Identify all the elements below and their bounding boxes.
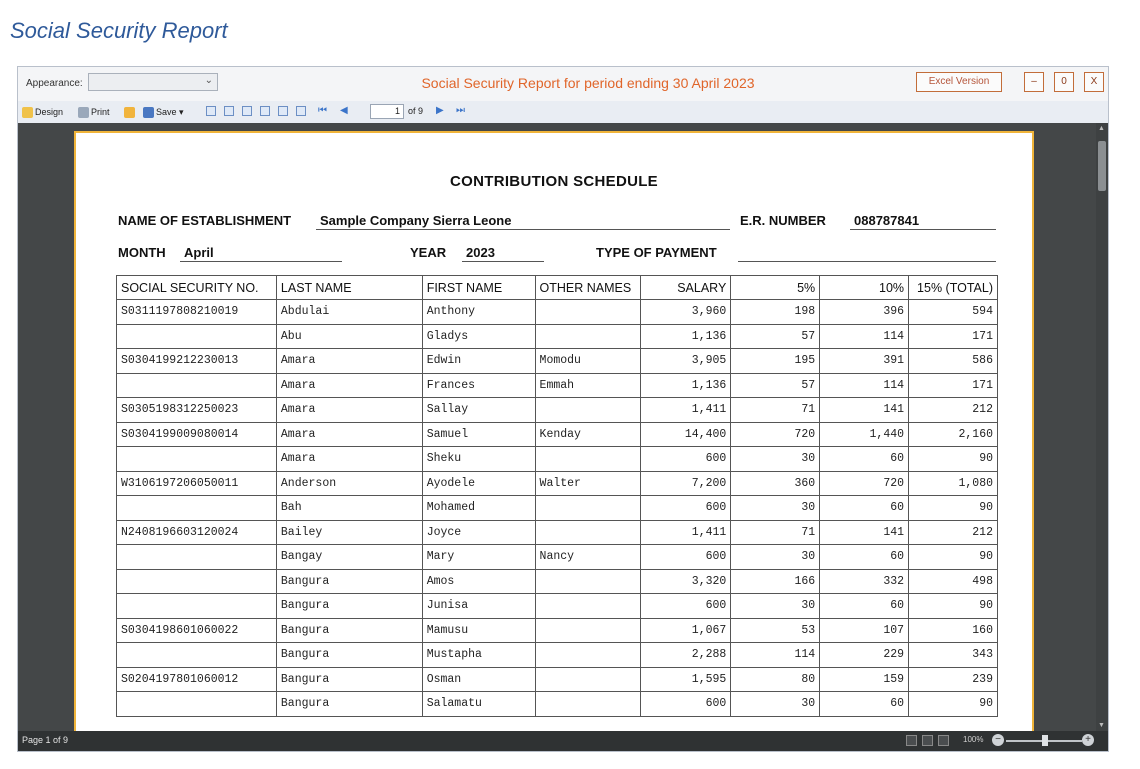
design-icon: [22, 107, 33, 118]
design-button[interactable]: [22, 106, 63, 119]
table-cell: [117, 447, 277, 472]
table-cell: Nancy: [535, 545, 641, 570]
column-header: 5%: [731, 276, 820, 300]
table-cell: 141: [820, 520, 909, 545]
table-cell: 360: [731, 471, 820, 496]
folder-icon: [124, 107, 135, 118]
table-cell: 1,080: [909, 471, 998, 496]
design-label: Design: [35, 107, 64, 117]
report-page: [74, 131, 1034, 731]
table-cell: [535, 643, 641, 668]
table-cell: 14,400: [641, 422, 731, 447]
table-cell: Emmah: [535, 373, 641, 398]
table-cell: 90: [909, 545, 998, 570]
table-cell: [535, 667, 641, 692]
table-cell: 171: [909, 373, 998, 398]
table-cell: 1,411: [641, 398, 731, 423]
multi-page-view-icon[interactable]: [938, 735, 949, 746]
table-cell: 160: [909, 618, 998, 643]
table-row: [117, 618, 998, 643]
payment-type-value: [738, 245, 996, 262]
schedule-title: CONTRIBUTION SCHEDULE: [450, 173, 658, 190]
table-cell: 1,595: [641, 667, 731, 692]
table-cell: 600: [641, 447, 731, 472]
email-icon[interactable]: [206, 106, 216, 116]
table-cell: 60: [820, 545, 909, 570]
table-cell: Bangura: [276, 667, 422, 692]
report-preview: [18, 123, 1096, 731]
table-cell: 60: [820, 594, 909, 619]
table-cell: 3,960: [641, 300, 731, 325]
table-cell: 114: [731, 643, 820, 668]
table-cell: [117, 545, 277, 570]
save-icon: [143, 107, 154, 118]
table-cell: 586: [909, 349, 998, 374]
column-header: OTHER NAMES: [535, 276, 641, 300]
table-cell: S0304199212230013: [117, 349, 277, 374]
table-cell: 90: [909, 447, 998, 472]
table-cell: 3,905: [641, 349, 731, 374]
table-row: [117, 667, 998, 692]
table-cell: Amara: [276, 422, 422, 447]
report-title: Social Security Report for period ending 30 April 2023: [421, 75, 755, 91]
table-cell: 1,440: [820, 422, 909, 447]
table-cell: [535, 300, 641, 325]
appearance-dropdown[interactable]: [88, 73, 218, 91]
table-cell: [535, 447, 641, 472]
table-cell: N2408196603120024: [117, 520, 277, 545]
table-cell: 53: [731, 618, 820, 643]
establishment-value: Sample Company Sierra Leone: [316, 213, 730, 230]
next-page-icon[interactable]: ▶: [436, 105, 444, 116]
table-cell: 229: [820, 643, 909, 668]
table-cell: Bangura: [276, 618, 422, 643]
table-cell: 212: [909, 520, 998, 545]
page-count: of 9: [408, 106, 424, 116]
table-cell: [535, 520, 641, 545]
scrollbar-thumb[interactable]: [1098, 141, 1106, 191]
table-cell: Frances: [422, 373, 535, 398]
table-cell: 107: [820, 618, 909, 643]
table-cell: S0311197808210019: [117, 300, 277, 325]
table-cell: [535, 324, 641, 349]
month-label: MONTH: [118, 245, 166, 260]
column-header: FIRST NAME: [422, 276, 535, 300]
table-cell: 195: [731, 349, 820, 374]
zoom-level: 100%: [963, 735, 984, 744]
table-cell: 396: [820, 300, 909, 325]
page-heading: Social Security Report: [10, 18, 228, 43]
table-cell: 114: [820, 373, 909, 398]
column-header: LAST NAME: [276, 276, 422, 300]
last-page-icon[interactable]: ⏭: [456, 105, 465, 116]
table-cell: S0304198601060022: [117, 618, 277, 643]
thumbnails-icon[interactable]: [278, 106, 288, 116]
table-cell: Walter: [535, 471, 641, 496]
er-number-label: E.R. NUMBER: [740, 213, 826, 228]
table-cell: S0204197801060012: [117, 667, 277, 692]
table-cell: [117, 373, 277, 398]
table-cell: Momodu: [535, 349, 641, 374]
table-cell: 90: [909, 594, 998, 619]
table-cell: W3106197206050011: [117, 471, 277, 496]
column-header: 10%: [820, 276, 909, 300]
table-cell: 57: [731, 373, 820, 398]
table-cell: Anderson: [276, 471, 422, 496]
table-cell: [535, 692, 641, 717]
report-viewer: [17, 66, 1109, 752]
table-cell: Bangura: [276, 594, 422, 619]
table-cell: 720: [820, 471, 909, 496]
table-cell: 2,160: [909, 422, 998, 447]
table-cell: Gladys: [422, 324, 535, 349]
table-cell: Bangay: [276, 545, 422, 570]
table-cell: 60: [820, 447, 909, 472]
table-cell: 30: [731, 594, 820, 619]
table-row: [117, 373, 998, 398]
table-cell: 141: [820, 398, 909, 423]
table-row: [117, 349, 998, 374]
payment-type-label: TYPE OF PAYMENT: [596, 245, 717, 260]
table-cell: Bailey: [276, 520, 422, 545]
table-cell: 166: [731, 569, 820, 594]
table-cell: Junisa: [422, 594, 535, 619]
table-cell: Edwin: [422, 349, 535, 374]
zoom-in-icon[interactable]: +: [1082, 734, 1094, 746]
page-setup-icon[interactable]: [260, 106, 270, 116]
zoom-out-icon[interactable]: −: [992, 734, 1004, 746]
table-cell: 600: [641, 545, 731, 570]
table-cell: 600: [641, 496, 731, 521]
table-cell: 114: [820, 324, 909, 349]
table-cell: 57: [731, 324, 820, 349]
table-cell: 594: [909, 300, 998, 325]
table-cell: 3,320: [641, 569, 731, 594]
table-cell: S0304199009080014: [117, 422, 277, 447]
print-button[interactable]: [78, 106, 110, 119]
table-cell: Abdulai: [276, 300, 422, 325]
er-number-value: 088787841: [850, 213, 996, 230]
column-header: SALARY: [641, 276, 731, 300]
table-row: [117, 422, 998, 447]
viewer-topbar: [18, 67, 1108, 102]
previous-page-icon[interactable]: ◀: [340, 105, 348, 116]
table-cell: 212: [909, 398, 998, 423]
table-cell: 7,200: [641, 471, 731, 496]
column-header: SOCIAL SECURITY NO.: [117, 276, 277, 300]
continuous-view-icon[interactable]: [922, 735, 933, 746]
scroll-down-icon[interactable]: ▼: [1098, 722, 1105, 729]
find-icon[interactable]: [224, 106, 234, 116]
table-row: [117, 692, 998, 717]
table-row: [117, 569, 998, 594]
table-cell: Osman: [422, 667, 535, 692]
table-cell: Mamusu: [422, 618, 535, 643]
single-page-icon[interactable]: [242, 106, 252, 116]
table-cell: 71: [731, 398, 820, 423]
table-cell: Abu: [276, 324, 422, 349]
table-cell: 498: [909, 569, 998, 594]
table-cell: 1,067: [641, 618, 731, 643]
table-cell: Ayodele: [422, 471, 535, 496]
table-row: [117, 471, 998, 496]
page-status: Page 1 of 9: [22, 735, 69, 745]
table-cell: Kenday: [535, 422, 641, 447]
scroll-up-icon[interactable]: ▲: [1098, 125, 1105, 132]
close-button[interactable]: X: [1084, 72, 1104, 92]
table-cell: Amara: [276, 447, 422, 472]
establishment-label: NAME OF ESTABLISHMENT: [118, 213, 292, 228]
page-number-input[interactable]: 1: [370, 104, 404, 119]
table-cell: Amos: [422, 569, 535, 594]
contribution-table: [116, 275, 998, 717]
single-page-view-icon[interactable]: [906, 735, 917, 746]
table-cell: Mary: [422, 545, 535, 570]
table-row: [117, 520, 998, 545]
table-cell: [535, 398, 641, 423]
restore-button[interactable]: 0: [1054, 72, 1074, 92]
table-cell: 1,411: [641, 520, 731, 545]
table-row: [117, 496, 998, 521]
viewer-toolbar: [18, 101, 1108, 124]
table-cell: 30: [731, 447, 820, 472]
table-cell: 391: [820, 349, 909, 374]
appearance-label: Appearance:: [26, 78, 83, 89]
table-cell: Samuel: [422, 422, 535, 447]
table-row: [117, 545, 998, 570]
table-row: [117, 300, 998, 325]
table-cell: Mohamed: [422, 496, 535, 521]
table-cell: Sheku: [422, 447, 535, 472]
table-cell: Amara: [276, 349, 422, 374]
open-button[interactable]: [124, 106, 137, 119]
table-cell: 30: [731, 496, 820, 521]
table-cell: Amara: [276, 373, 422, 398]
table-cell: 30: [731, 692, 820, 717]
column-header: 15% (TOTAL): [909, 276, 998, 300]
bookmarks-icon[interactable]: [296, 106, 306, 116]
print-label: Print: [91, 107, 110, 117]
table-cell: 71: [731, 520, 820, 545]
table-cell: 90: [909, 692, 998, 717]
save-button[interactable]: Save ▾: [143, 106, 184, 119]
year-label: YEAR: [410, 245, 447, 260]
table-cell: S0305198312250023: [117, 398, 277, 423]
table-row: [117, 643, 998, 668]
table-cell: 198: [731, 300, 820, 325]
table-cell: Amara: [276, 398, 422, 423]
table-cell: Bangura: [276, 643, 422, 668]
table-cell: Bangura: [276, 569, 422, 594]
table-cell: [117, 594, 277, 619]
table-cell: 60: [820, 496, 909, 521]
table-cell: 159: [820, 667, 909, 692]
zoom-slider-thumb[interactable]: [1042, 735, 1048, 746]
table-cell: 600: [641, 692, 731, 717]
table-cell: [117, 569, 277, 594]
table-cell: Sallay: [422, 398, 535, 423]
chevron-down-icon: ⌄: [204, 75, 213, 86]
table-cell: 239: [909, 667, 998, 692]
table-cell: [535, 594, 641, 619]
table-cell: Bangura: [276, 692, 422, 717]
table-cell: Joyce: [422, 520, 535, 545]
minimize-button[interactable]: –: [1024, 72, 1044, 92]
year-value: 2023: [462, 245, 544, 262]
table-cell: [117, 324, 277, 349]
excel-version-button[interactable]: Excel Version: [916, 72, 1002, 92]
status-bar: [18, 731, 1108, 751]
table-cell: 600: [641, 594, 731, 619]
table-cell: [117, 692, 277, 717]
table-cell: 1,136: [641, 373, 731, 398]
table-cell: [117, 496, 277, 521]
table-cell: 30: [731, 545, 820, 570]
table-cell: Anthony: [422, 300, 535, 325]
table-cell: 171: [909, 324, 998, 349]
table-cell: 720: [731, 422, 820, 447]
table-cell: Bah: [276, 496, 422, 521]
table-cell: Mustapha: [422, 643, 535, 668]
printer-icon: [78, 107, 89, 118]
table-cell: 80: [731, 667, 820, 692]
table-row: [117, 447, 998, 472]
save-label: Save: [156, 107, 177, 117]
table-row: [117, 398, 998, 423]
table-row: [117, 594, 998, 619]
table-cell: [535, 496, 641, 521]
month-value: April: [180, 245, 342, 262]
table-cell: [535, 569, 641, 594]
first-page-icon[interactable]: ⏮: [318, 105, 327, 116]
table-cell: Salamatu: [422, 692, 535, 717]
table-row: [117, 324, 998, 349]
vertical-scrollbar[interactable]: [1096, 123, 1108, 731]
table-cell: 60: [820, 692, 909, 717]
table-cell: 332: [820, 569, 909, 594]
table-cell: [117, 643, 277, 668]
table-cell: [535, 618, 641, 643]
table-header-row: [117, 276, 998, 300]
table-cell: 2,288: [641, 643, 731, 668]
table-cell: 1,136: [641, 324, 731, 349]
table-cell: 343: [909, 643, 998, 668]
table-cell: 90: [909, 496, 998, 521]
